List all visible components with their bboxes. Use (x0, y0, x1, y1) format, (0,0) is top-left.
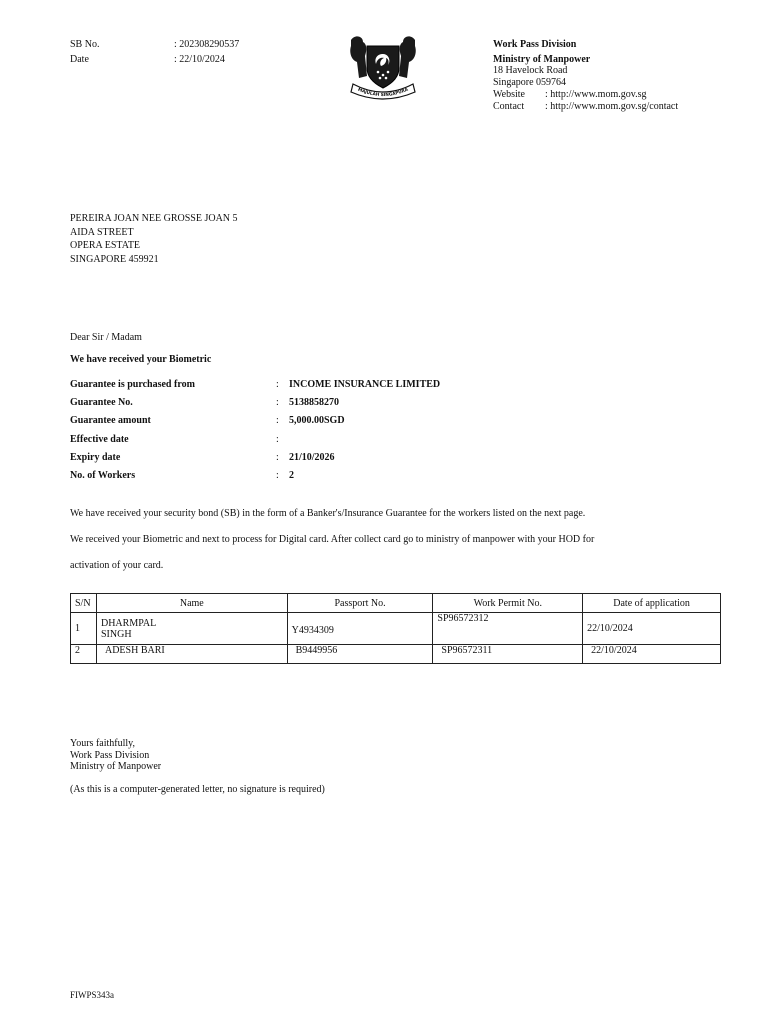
guarantee-label: Guarantee amount (70, 415, 151, 427)
cell-passport: B9449956 (287, 645, 433, 664)
contact-row (493, 101, 678, 112)
guarantee-row (70, 434, 440, 452)
guarantee-label: Guarantee is purchased from (70, 379, 195, 390)
paragraph-biometric-line2: activation of your card. (70, 560, 164, 571)
signature-note: (As this is a computer-generated letter, no signature is required) (70, 784, 325, 795)
cell-sn: 2 (71, 645, 97, 664)
column-header-sn: S/N (71, 594, 97, 613)
website-link[interactable]: : http://www.mom.gov.sg (545, 89, 647, 100)
workers-table (70, 593, 721, 664)
recipient-line2: AIDA STREET (70, 226, 134, 238)
closing-line1: Yours faithfully, (70, 738, 136, 749)
guarantee-value: 5138858270 (289, 397, 339, 409)
closing-block (70, 738, 161, 773)
recipient-line1: PEREIRA JOAN NEE GROSSE JOAN 5 (70, 213, 238, 224)
column-header-name: Name (96, 594, 287, 613)
crest-motto: MAJULAH SINGAPURA (356, 87, 410, 99)
website-row (493, 89, 646, 100)
guarantee-label: No. of Workers (70, 469, 136, 481)
closing-line3: Ministry of Manpower (70, 761, 162, 772)
date-label: Date (70, 54, 89, 65)
guarantee-value: 2 (289, 469, 294, 481)
subject-line: We have received your Biometric (70, 354, 212, 365)
table-row (71, 645, 721, 664)
cell-name-line2: SINGH (100, 628, 132, 640)
guarantee-row (70, 470, 440, 488)
recipient-address (70, 212, 238, 266)
guarantee-label: Expiry date (70, 451, 121, 463)
ministry-title: Ministry of Manpower (493, 54, 591, 65)
guarantee-row (70, 379, 440, 397)
guarantee-details (70, 379, 440, 488)
guarantee-row (70, 452, 440, 470)
cell-name: ADESH BARI (96, 645, 287, 664)
cell-sn: 1 (71, 613, 97, 645)
guarantee-value: 5,000.00SGD (289, 415, 345, 427)
salutation: Dear Sir / Madam (70, 332, 142, 343)
column-header-date: Date of application (583, 594, 721, 613)
singapore-crest-icon (343, 32, 423, 102)
guarantee-sep: : (276, 379, 279, 390)
division-title: Work Pass Division (493, 39, 577, 50)
guarantee-label: Guarantee No. (70, 397, 133, 409)
paragraph-biometric-line1: We received your Biometric and next to process for Digital card. After collect card go to ministry of manpower with your HOD for (70, 534, 595, 545)
table-header-row (71, 594, 721, 613)
website-label: Website (493, 89, 525, 100)
guarantee-value: INCOME INSURANCE LIMITED (289, 379, 441, 390)
cell-permit: SP96572311 (433, 645, 583, 664)
recipient-line3: OPERA ESTATE (70, 240, 141, 251)
cell-date: 22/10/2024 (583, 613, 721, 645)
cell-date: 22/10/2024 (583, 645, 721, 664)
sb-no-value: : 202308290537 (174, 39, 240, 50)
column-header-passport: Passport No. (287, 594, 433, 613)
address-line1: 18 Havelock Road (493, 65, 568, 76)
recipient-line4: SINGAPORE 459921 (70, 253, 159, 265)
contact-link[interactable]: : http://www.mom.gov.sg/contact (545, 101, 679, 112)
guarantee-value: 21/10/2026 (289, 451, 335, 463)
date-row (70, 54, 225, 65)
guarantee-sep: : (276, 451, 279, 463)
cell-name-line1: DHARMPAL (100, 617, 157, 629)
address-line2: Singapore 059764 (493, 77, 567, 88)
guarantee-row (70, 415, 440, 433)
paragraph-security-bond: We have received your security bond (SB) in the form of a Banker's/Insurance Guarantee for the workers listed on the next page. (70, 508, 586, 519)
table-row (71, 613, 721, 645)
date-value: : 22/10/2024 (174, 54, 225, 65)
guarantee-sep: : (276, 397, 279, 409)
contact-label: Contact (493, 101, 525, 112)
cell-permit: SP96572312 (433, 613, 583, 645)
guarantee-row (70, 397, 440, 415)
cell-passport: Y4934309 (287, 613, 433, 645)
sb-no-label: SB No. (70, 39, 100, 50)
guarantee-label: Effective date (70, 433, 129, 445)
sb-no-row (70, 39, 239, 50)
guarantee-sep: : (276, 415, 279, 427)
guarantee-sep: : (276, 433, 279, 445)
cell-name (96, 613, 287, 645)
column-header-permit: Work Permit No. (433, 594, 583, 613)
form-code: FIWPS343a (70, 990, 115, 1000)
closing-line2: Work Pass Division (70, 749, 150, 761)
guarantee-sep: : (276, 469, 279, 481)
